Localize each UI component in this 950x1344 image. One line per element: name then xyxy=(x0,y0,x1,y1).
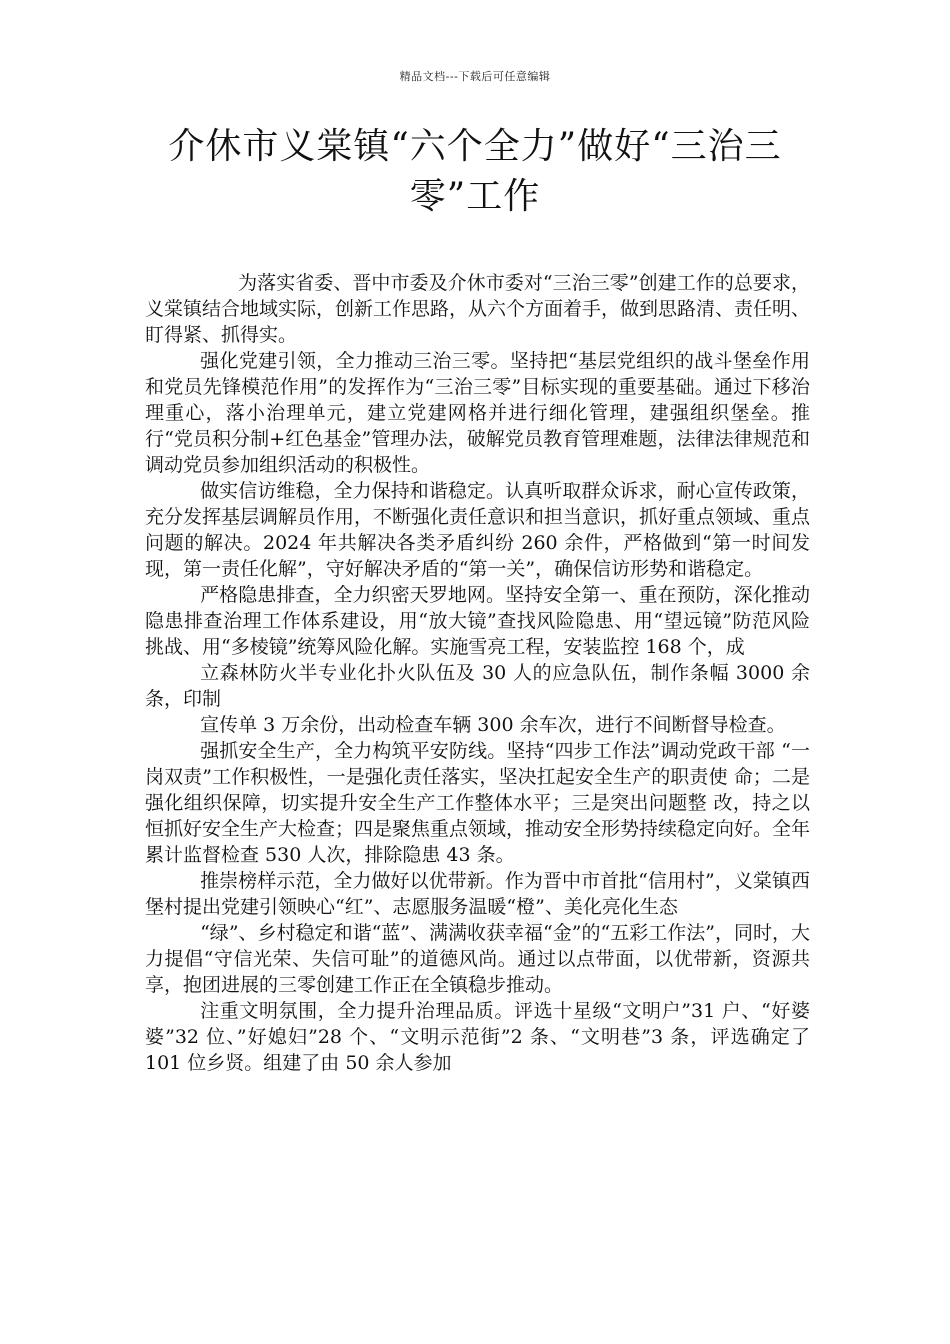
paragraph: “绿”、乡村稳定和谐“蓝”、满满收获幸福“金”的“五彩工作法”，同时，大力提倡“守信光荣、失信可耻”的道德风尚。通过以点带面，以优带新，资源共享，抱团进展的三零创建工作正在全镇稳步推动。 xyxy=(145,922,810,996)
paragraph: 推崇榜样示范，全力做好以优带新。作为晋中市首批“信用村”，义棠镇西堡村提出党建引领映心“红”、志愿服务温暖“橙”、美化亮化生态 xyxy=(145,870,810,918)
paragraph: 强化党建引领，全力推动三治三零。坚持把“基层党组织的战斗堡垒作用和党员先锋模范作用”的发挥作为“三治三零”目标实现的重要基础。通过下移治理重心，落小治理单元，建立党建网格并进行细化管理，建强组织堡垒。推行“党员积分制+红色基金”管理办法，破解党员教育管理难题，法律法律规范和调动党员参加组织活动的积极性。 xyxy=(145,350,810,476)
document-title: 介休市义棠镇“六个全力”做好“三治三零”工作 xyxy=(168,126,782,217)
paragraph: 注重文明氛围，全力提升治理品质。评选十星级“文明户”31 户、“好婆婆”32 位、”好媳妇”28 个、“文明示范街”2 条、“文明巷”3 条，评选确定了 101 位乡贤。组建了由 50 余人参加 xyxy=(145,1000,810,1074)
paragraph: 做实信访维稳，全力保持和谐稳定。认真听取群众诉求，耐心宣传政策， 充分发挥基层调解员作用，不断强化责任意识和担当意识，抓好重点领域、重点问题的解决。2024 年共解决各类矛盾纠纷 260 余件，严格做到“第一时间发现，第一责任化解”，守好解决矛盾的“第一关”，确保信访形势和谐稳定。 xyxy=(145,480,811,580)
paragraph: 宣传单 3 万余份，出动检查车辆 300 余车次，进行不间断督导检查。 xyxy=(200,714,786,736)
paragraph: 严格隐患排查，全力织密天罗地网。坚持安全第一、重在预防，深化推动隐患排查治理工作体系建设，用“放大镜”查找风险隐患、用“望远镜”防范风险挑战、用“多棱镜”统筹风险化解。实施雪亮工程，安装监控 168 个，成 xyxy=(145,584,810,658)
paragraph: 为落实省委、晋中市委及介休市委对“三治三零”创建工作的总要求，义棠镇结合地域实际，创新工作思路，从六个方面着手，做到思路清、责任明、盯得紧、抓得实。 xyxy=(145,272,811,346)
header-note: 精品文档---下载后可任意编辑 xyxy=(399,70,551,83)
document-body xyxy=(145,270,810,1076)
paragraph: 立森林防火半专业化扑火队伍及 30 人的应急队伍，制作条幅 3000 余条，印制 xyxy=(145,662,810,710)
paragraph: 强抓安全生产，全力构筑平安防线。坚持“四步工作法”调动党政干部 “一岗双责”工作积极性，一是强化责任落实，坚决扛起安全生产的职责使 命；二是强化组织保障，切实提升安全生产工作整体水平；三是突出问题整 改，持之以恒抓好安全生产大检查；四是聚焦重点领域，推动安全形势持续稳定向好。全年累计监督检查 530 人次，排除隐患 43 条。 xyxy=(145,740,811,866)
